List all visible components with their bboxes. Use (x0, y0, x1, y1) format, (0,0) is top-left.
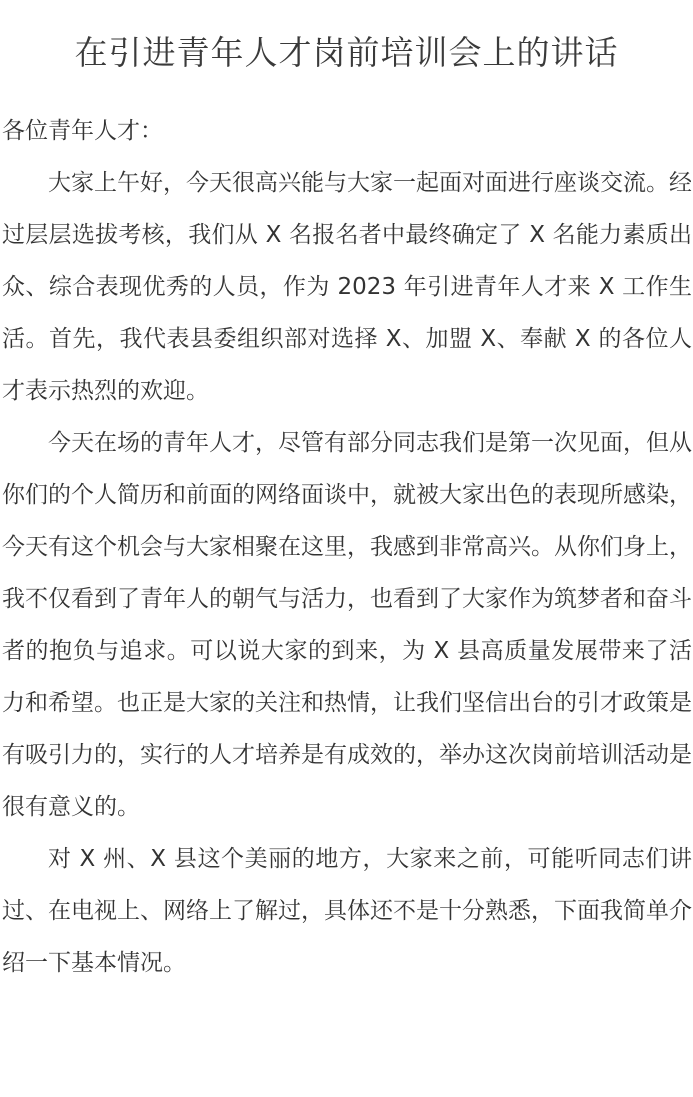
salutation: 各位青年人才： (2, 118, 163, 144)
paragraph-impressions: 今天在场的青年人才，尽管有部分同志我们是第一次见面，但从你们的个人简历和前面的网络面谈中，就被大家出色的表现所感染，今天有这个机会与大家相聚在这里，我感到非常高兴。从你们身上，我不仅看到了青年人的朝气与活力，也看到了大家作为筑梦者和奋斗者的抱负与追求。可以说大家的到来，为 X 县高质量发展带来了活力和希望。也正是大家的关注和热情，让我们坚信出台的引才政策是有吸引力的，实行的人才培养是有成效的，举办这次岗前培训活动是很有意义的。 (2, 430, 692, 820)
document-title: 在引进青年人才岗前培训会上的讲话 (74, 33, 619, 72)
document-body (2, 105, 692, 989)
paragraph-introduction: 对 X 州、X 县这个美丽的地方，大家来之前，可能听同志们讲过、在电视上、网络上了解过，具体还不是十分熟悉，下面我简单介绍一下基本情况。 (2, 846, 692, 976)
paragraph-welcome: 大家上午好，今天很高兴能与大家一起面对面进行座谈交流。经过层层选拔考核，我们从 X 名报名者中最终确定了 X 名能力素质出众、综合表现优秀的人员，作为 2023 年引进青年人才来 X 工作生活。首先，我代表县委组织部对选择 X、加盟 X、奉献 X 的各位人才表示热烈的欢迎。 (2, 170, 692, 404)
